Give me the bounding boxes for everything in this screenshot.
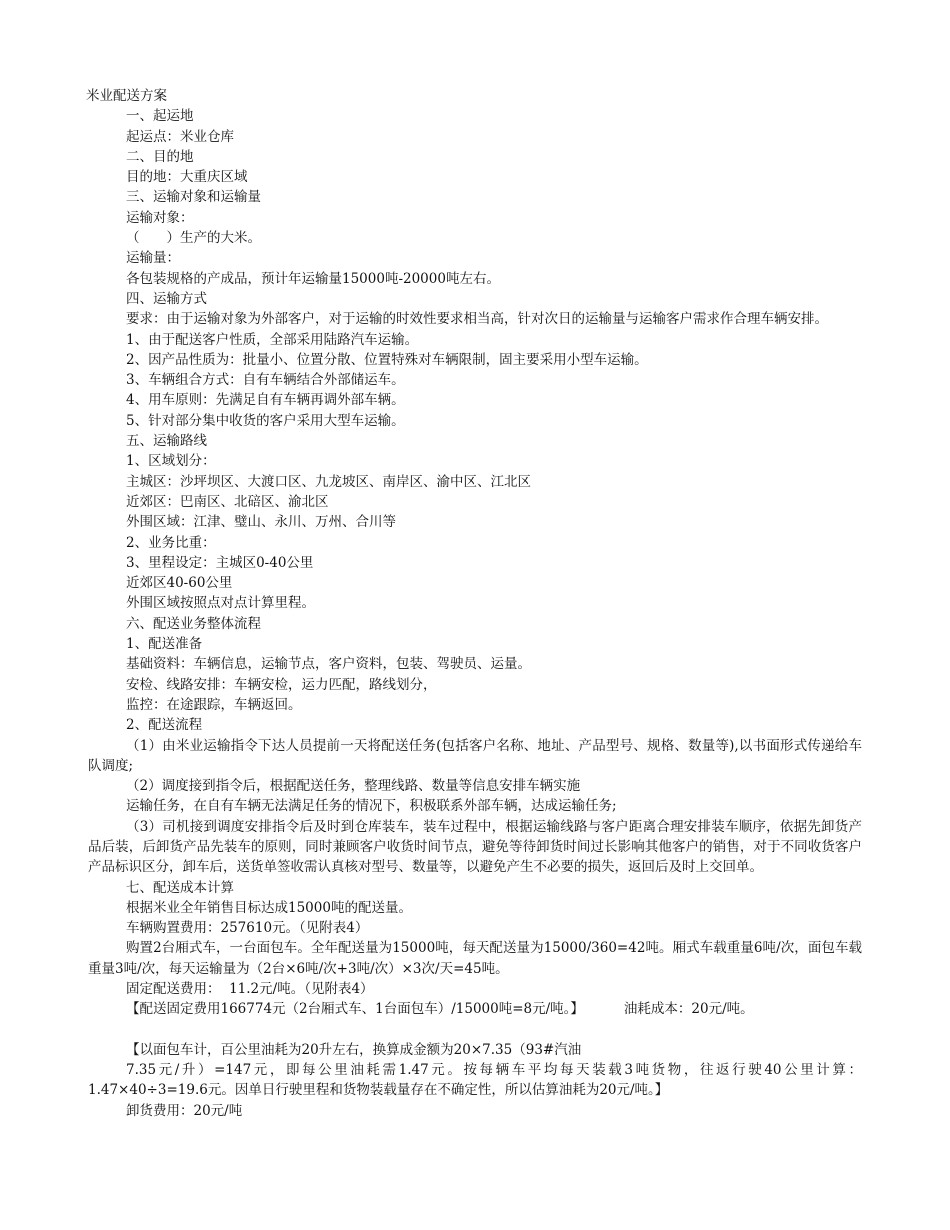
fuel-note-line-2: 7.35元/升）=147元，即每公里油耗需1.47元。按每辆车平均每天装载3吨货物，往返行驶40公里计算：1.47×40÷3=19.6元。因单日行驶里程和货物装载量存在不确定性，所以估算油耗为20元/吨。】 (88, 1061, 862, 1099)
requirement-paragraph: 要求：由于运输对象为外部客户，对于运输的时效性要求相当高，针对次日的运输量与运输客户需求作合理车辆安排。 (126, 311, 828, 328)
route-item: 1、区域划分： (126, 453, 216, 470)
fuel-note-line-1: 【以面包车计，百公里油耗为20升左右，换算成金额为20×7.35（93#汽油 (126, 1041, 582, 1058)
zone-outer: 外围区域：江津、璧山、永川、万州、合川等 (126, 514, 396, 531)
section-heading: 七、配送成本计算 (126, 879, 234, 896)
flow-step-2: （2）调度接到指令后，根据配送任务，整理线路、数量等信息安排车辆实施 (126, 778, 581, 795)
flow-title: 2、配送流程 (126, 717, 203, 734)
route-item: 3、里程设定：主城区0-40公里 (126, 554, 314, 571)
cost-fixed-note: 【配送固定费用166774元（2台厢式车、1台面包车）/15000吨=8元/吨。】 (126, 1001, 584, 1018)
prep-title: 1、配送准备 (126, 636, 203, 653)
cost-fixed-note-row (88, 999, 862, 1019)
mode-item: 4、用车原则：先满足自有车辆再调外部车辆。 (126, 392, 405, 409)
flow-step-1: （1）由米业运输指令下达人员提前一天将配送任务(包括客户名称、地址、产品型号、规格、数量等),以书面形式传递给车队调度; (88, 737, 862, 774)
section-heading: 一、起运地 (126, 108, 194, 125)
blank-line (88, 1020, 862, 1040)
cost-target: 根据米业全年销售目标达成15000吨的配送量。 (126, 899, 412, 916)
mode-item: 3、车辆组合方式：自有车辆结合外部储运车。 (126, 372, 405, 389)
transport-object-label: 运输对象： (126, 209, 194, 226)
cost-unload: 卸货费用：20元/吨 (126, 1102, 243, 1119)
cost-fuel: 油耗成本：20元/吨。 (623, 1001, 754, 1018)
prep-safety: 安检、线路安排：车辆安检，运力匹配，路线划分， (126, 676, 437, 693)
route-item: 2、业务比重： (126, 534, 216, 551)
mode-item: 1、由于配送客户性质，全部采用陆路汽车运输。 (126, 331, 419, 348)
near-mileage: 近郊区40-60公里 (126, 575, 233, 592)
flow-step-3: （3）司机接到调度安排指令后及时到仓库装车，装车过程中，根据运输线路与客户距离合理安排装车顺序，依据先卸货产品后装，后卸货产品先装车的原则，同时兼顾客户收货时间节点，避免等待卸货时间过长影响其他客户的销售，对于不同收货客户产品标识区分，卸车后，送货单签收需认真核对型号、数量等，以避免产生不必要的损失，返回后及时上交回单。 (88, 818, 862, 876)
prep-basic: 基础资料：车辆信息，运输节点，客户资料，包装、驾驶员、运量。 (126, 656, 531, 673)
section-heading: 二、目的地 (126, 148, 194, 165)
cost-vehicles: 购置2台厢式车，一台面包车。全年配送量为15000吨，每天配送量为15000/360=42吨。厢式车载重量6吨/次，面包车载重量3吨/次，每天运输量为（2台×6吨/次+3吨/次）×3次/天=45吨。 (88, 940, 862, 977)
document-title: 米业配送方案 (86, 88, 167, 104)
cost-fixed: 固定配送费用： 11.2元/吨。（见附表4） (126, 981, 374, 998)
section-heading: 四、运输方式 (126, 290, 207, 307)
cost-purchase: 车辆购置费用：257610元。（见附表4） (126, 920, 369, 937)
outer-mileage: 外围区域按照点对点计算里程。 (126, 595, 315, 612)
zone-near: 近郊区：巴南区、北碚区、渝北区 (126, 493, 329, 510)
flow-task: 运输任务，在自有车辆无法满足任务的情况下，积极联系外部车辆，达成运输任务; (126, 798, 617, 815)
section-heading: 三、运输对象和运输量 (126, 189, 261, 206)
transport-volume-value: 各包装规格的产成品，预计年运输量15000吨-20000吨左右。 (126, 270, 500, 287)
zone-main: 主城区：沙坪坝区、大渡口区、九龙坡区、南岸区、渝中区、江北区 (126, 473, 531, 490)
origin-line: 起运点：米业仓库 (126, 128, 234, 145)
transport-volume-label: 运输量： (126, 250, 180, 267)
section-heading: 六、配送业务整体流程 (126, 615, 261, 632)
mode-item: 2、因产品性质为：批量小、位置分散、位置特殊对车辆限制，固主要采用小型车运输。 (126, 351, 648, 368)
prep-monitor: 监控：在途跟踪，车辆返回。 (126, 696, 302, 713)
mode-item: 5、针对部分集中收货的客户采用大型车运输。 (126, 412, 405, 429)
destination-line: 目的地：大重庆区域 (126, 169, 248, 186)
section-heading: 五、运输路线 (126, 433, 207, 450)
transport-object-value: （ ）生产的大米。 (126, 230, 261, 247)
